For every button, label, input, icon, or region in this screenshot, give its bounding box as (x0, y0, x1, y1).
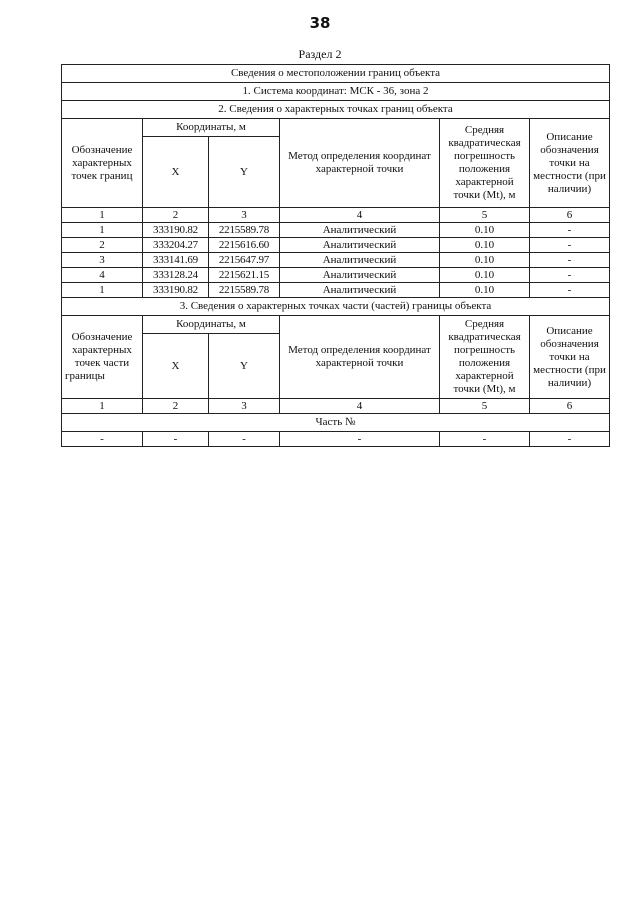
empty-cell: - (280, 432, 440, 447)
method-value: Аналитический (280, 253, 440, 268)
y-value: 2215589.78 (209, 223, 280, 238)
method-value: Аналитический (280, 283, 440, 298)
col-number: 5 (440, 208, 530, 223)
description-value: - (530, 253, 610, 268)
page-number: 38 (309, 14, 331, 32)
description-header: Описание обозначения точки на местности (при наличии) (530, 119, 610, 208)
x-header: X (143, 137, 209, 208)
part-error-header: Средняя квадратическая погрешность положения характерной точки (Mt), м (440, 316, 530, 399)
part-coordinates-header: Координаты, м (143, 316, 280, 334)
empty-cell: - (62, 432, 143, 447)
part-col-number: 1 (62, 399, 143, 414)
part-col-number: 5 (440, 399, 530, 414)
part-col-number: 2 (143, 399, 209, 414)
method-value: Аналитический (280, 223, 440, 238)
point-id: 1 (62, 283, 143, 298)
point-id: 3 (62, 253, 143, 268)
description-value: - (530, 283, 610, 298)
section-heading: Раздел 2 (298, 47, 342, 61)
x-value: 333128.24 (143, 268, 209, 283)
method-header: Метод определения координат характерной точки (280, 119, 440, 208)
point-id: 1 (62, 223, 143, 238)
part-x-header: X (143, 334, 209, 399)
description-value: - (530, 223, 610, 238)
description-value: - (530, 238, 610, 253)
coordinates-header: Координаты, м (143, 119, 280, 137)
coordinate-system: 1. Система координат: МСК - 36, зона 2 (62, 83, 610, 101)
part-col-number: 4 (280, 399, 440, 414)
error-value: 0.10 (440, 238, 530, 253)
part3-title: 3. Сведения о характерных точках части (частей) границы объекта (62, 298, 610, 316)
y-value: 2215647.97 (209, 253, 280, 268)
error-value: 0.10 (440, 223, 530, 238)
empty-cell: - (143, 432, 209, 447)
table-row (62, 432, 610, 447)
error-header: Средняя квадратическая погрешность положения характерной точки (Mt), м (440, 119, 530, 208)
part-designation-header: Обозначение характерных точек части границы (62, 316, 143, 399)
table-row (62, 223, 610, 238)
method-value: Аналитический (280, 268, 440, 283)
boundary-table (61, 64, 610, 447)
table-title: Сведения о местоположении границ объекта (62, 65, 610, 83)
table-row (62, 268, 610, 283)
point-id: 2 (62, 238, 143, 253)
y-value: 2215589.78 (209, 283, 280, 298)
error-value: 0.10 (440, 283, 530, 298)
part-y-header: Y (209, 334, 280, 399)
part-label: Часть № (62, 414, 610, 432)
table-row (62, 253, 610, 268)
part2-title: 2. Сведения о характерных точках границ объекта (62, 101, 610, 119)
method-value: Аналитический (280, 238, 440, 253)
part-description-header: Описание обозначения точки на местности (при наличии) (530, 316, 610, 399)
designation-header: Обозначение характерных точек границ (62, 119, 143, 208)
part-col-number: 3 (209, 399, 280, 414)
part-col-number: 6 (530, 399, 610, 414)
y-value: 2215621.15 (209, 268, 280, 283)
y-value: 2215616.60 (209, 238, 280, 253)
empty-cell: - (209, 432, 280, 447)
error-value: 0.10 (440, 268, 530, 283)
empty-cell: - (530, 432, 610, 447)
col-number: 6 (530, 208, 610, 223)
x-value: 333190.82 (143, 223, 209, 238)
part-method-header: Метод определения координат характерной точки (280, 316, 440, 399)
col-number: 2 (143, 208, 209, 223)
error-value: 0.10 (440, 253, 530, 268)
x-value: 333204.27 (143, 238, 209, 253)
col-number: 1 (62, 208, 143, 223)
description-value: - (530, 268, 610, 283)
x-value: 333190.82 (143, 283, 209, 298)
x-value: 333141.69 (143, 253, 209, 268)
col-number: 3 (209, 208, 280, 223)
y-header: Y (209, 137, 280, 208)
table-row (62, 238, 610, 253)
empty-cell: - (440, 432, 530, 447)
col-number: 4 (280, 208, 440, 223)
point-id: 4 (62, 268, 143, 283)
table-row (62, 283, 610, 298)
